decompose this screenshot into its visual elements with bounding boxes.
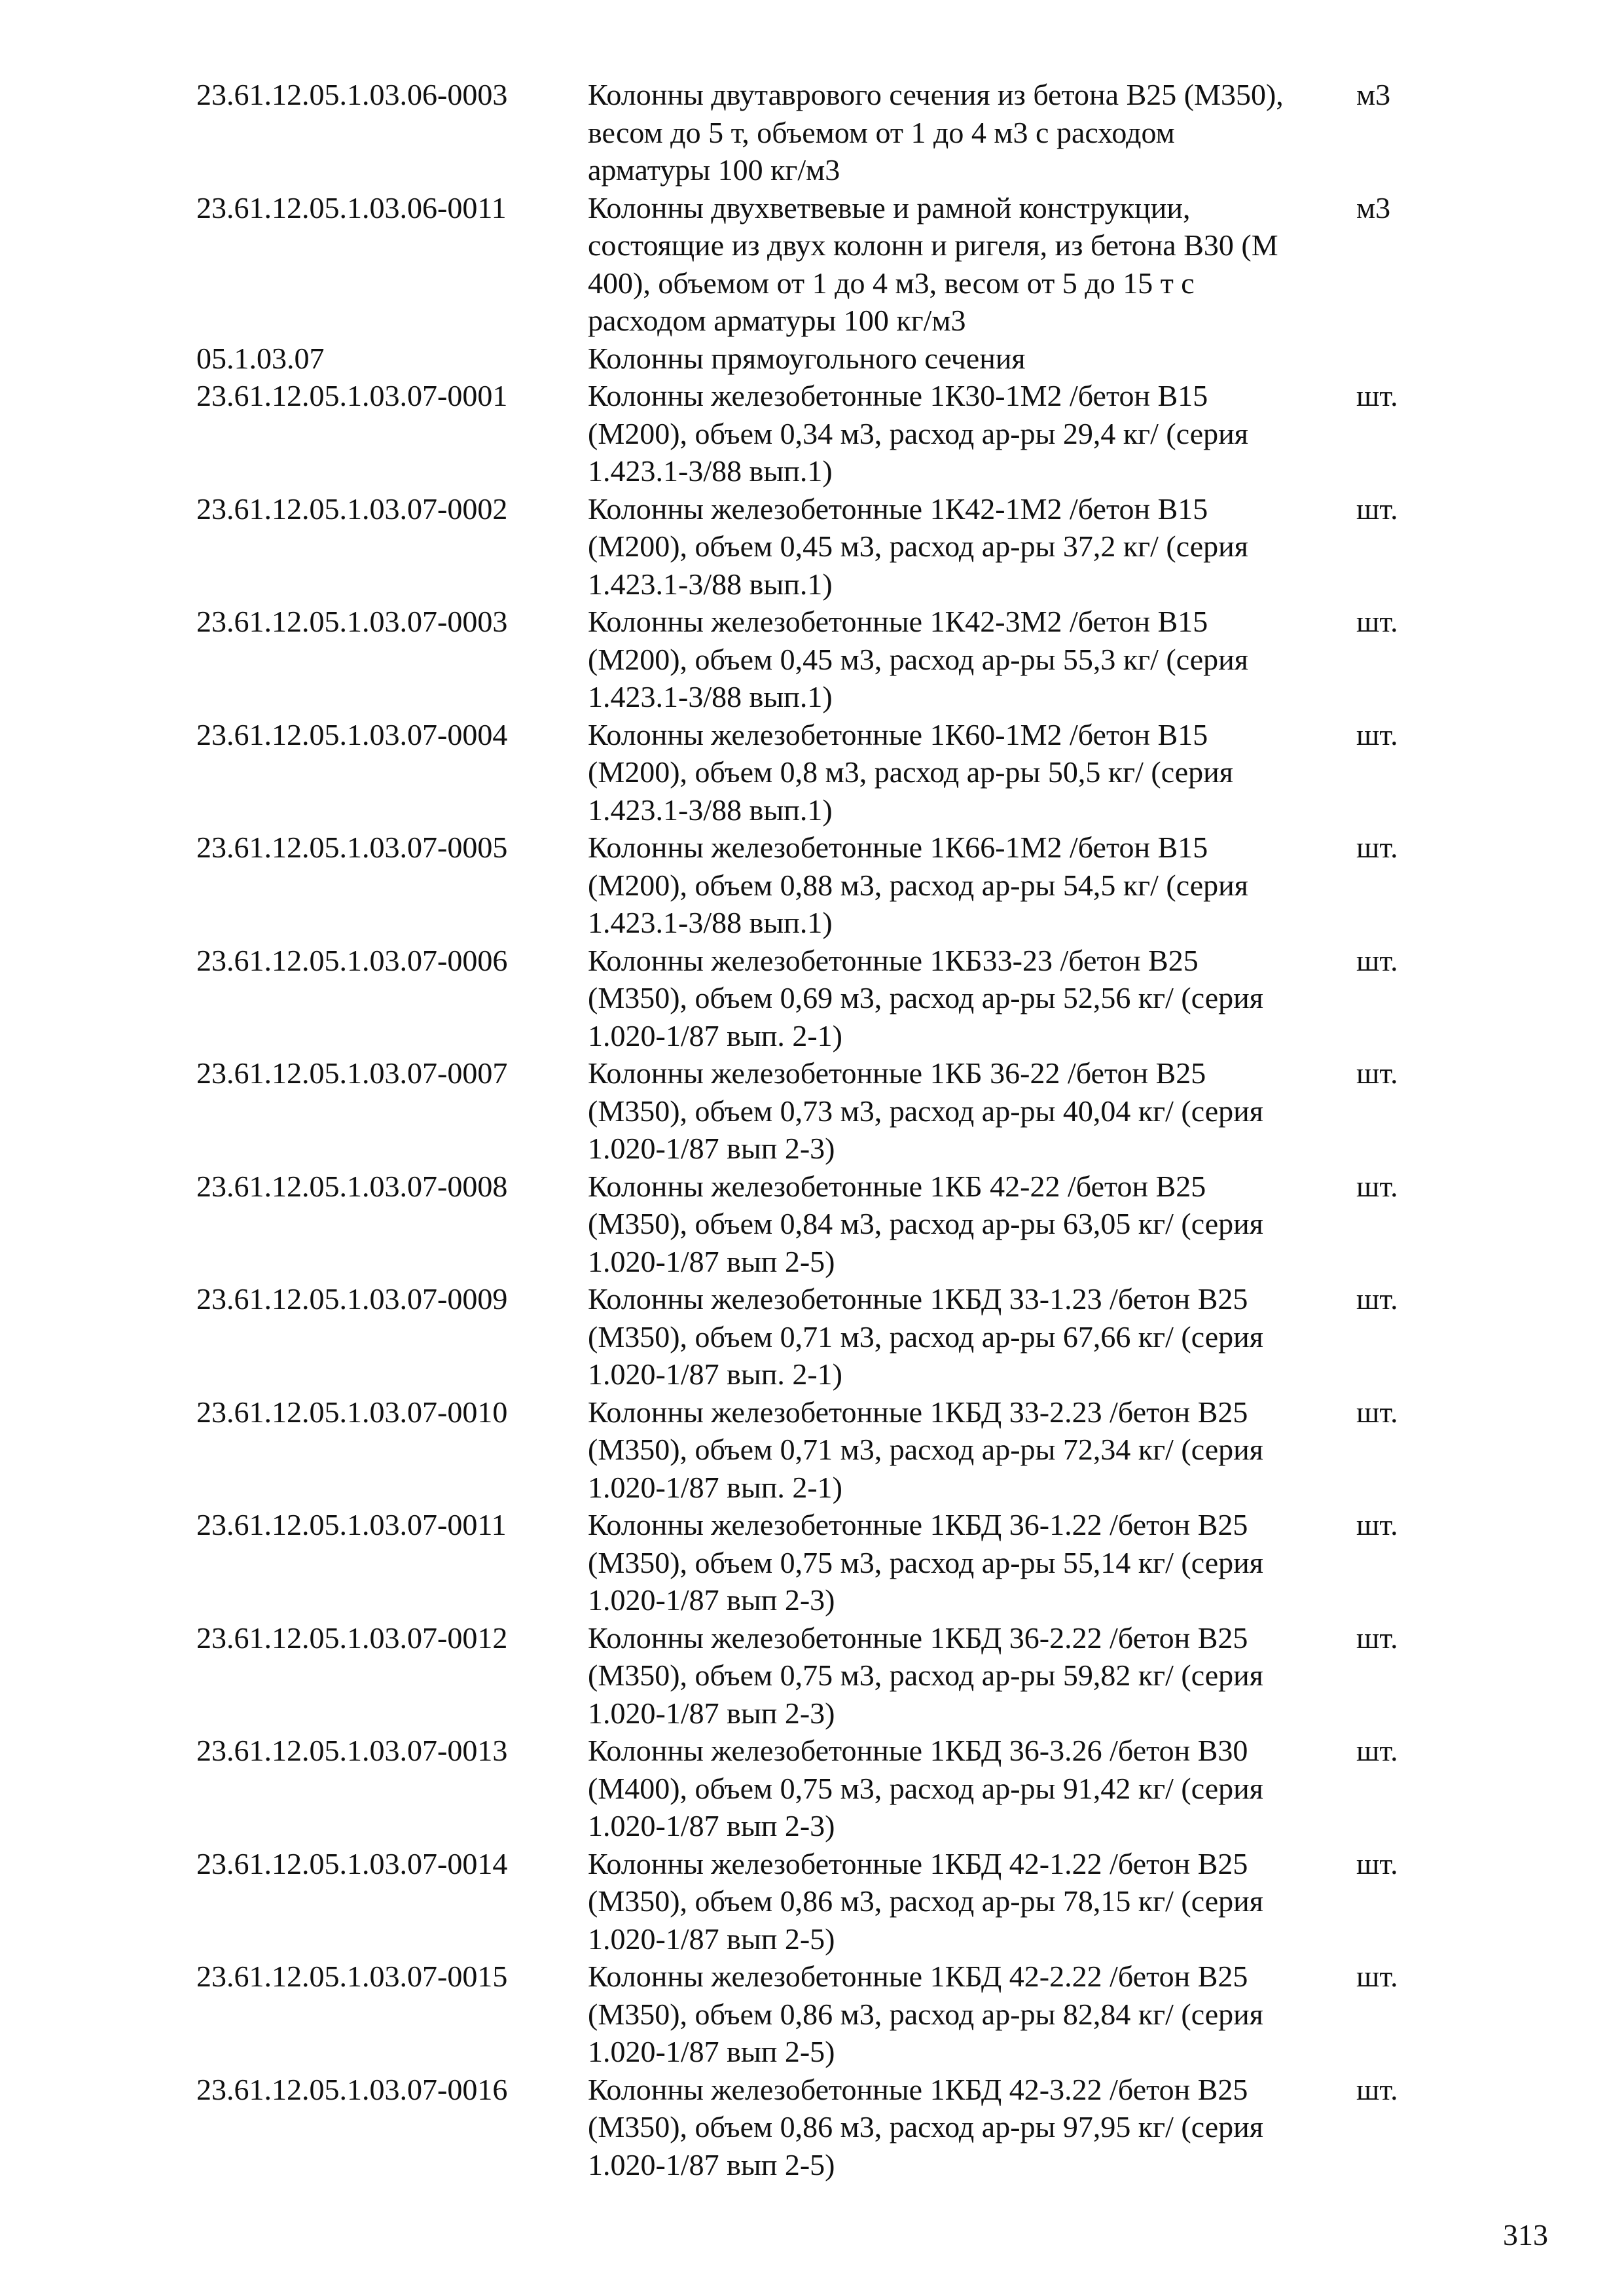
item-unit: шт. (1356, 717, 1398, 751)
table-row (196, 829, 1440, 942)
item-name: Колонны железобетонные 1КБД 36-2.22 /бетон В25 (М350), объем 0,75 м3, расход ар-ры 59,82 кг/ (серия 1.020-1/87 вып 2-3) (588, 1621, 1263, 1730)
item-unit: шт. (1356, 1960, 1398, 1993)
item-code: 23.61.12.05.1.03.07-0003 (196, 605, 508, 638)
page-number: 313 (1503, 2218, 1548, 2251)
item-name: Колонны железобетонные 1КБД 42-1.22 /бетон В25 (М350), объем 0,86 м3, расход ар-ры 78,15 кг/ (серия 1.020-1/87 вып 2-5) (588, 1846, 1263, 1956)
item-name: Колонны железобетонные 1КБД 42-3.22 /бетон В25 (М350), объем 0,86 м3, расход ар-ры 97,95 кг/ (серия 1.020-1/87 вып 2-5) (588, 2072, 1263, 2181)
table-row (196, 1393, 1440, 1507)
table-row (196, 76, 1440, 189)
price-list-table (196, 76, 1440, 2183)
item-code: 23.61.12.05.1.03.07-0004 (196, 717, 508, 751)
item-unit: шт. (1356, 1282, 1398, 1316)
section-code: 05.1.03.07 (196, 341, 325, 375)
item-name: Колонны железобетонные 1КБД 42-2.22 /бетон В25 (М350), объем 0,86 м3, расход ар-ры 82,84 кг/ (серия 1.020-1/87 вып 2-5) (588, 1960, 1263, 2068)
item-unit: шт. (1356, 379, 1398, 412)
item-code: 23.61.12.05.1.03.07-0016 (196, 2072, 508, 2106)
item-code: 23.61.12.05.1.03.07-0014 (196, 1846, 508, 1880)
item-code: 23.61.12.05.1.03.07-0002 (196, 492, 508, 526)
table-row (196, 716, 1440, 829)
table-row (196, 603, 1440, 716)
item-unit: м3 (1356, 190, 1391, 224)
item-name: Колонны железобетонные 1К66-1М2 /бетон В15 (М200), объем 0,88 м3, расход ар-ры 54,5 кг/ (серия 1.423.1-3/88 вып.1) (588, 831, 1248, 939)
item-name: Колонны железобетонные 1КБД 33-1.23 /бетон В25 (М350), объем 0,71 м3, расход ар-ры 67,66 кг/ (серия 1.020-1/87 вып. 2-1) (588, 1282, 1263, 1391)
item-code: 23.61.12.05.1.03.07-0001 (196, 379, 508, 412)
item-name: Колонны железобетонные 1К60-1М2 /бетон В15 (М200), объем 0,8 м3, расход ар-ры 50,5 кг/ (серия 1.423.1-3/88 вып.1) (588, 717, 1233, 827)
table-row (196, 1619, 1440, 1732)
item-code: 23.61.12.05.1.03.07-0013 (196, 1734, 508, 1767)
item-code: 23.61.12.05.1.03.07-0005 (196, 831, 508, 864)
table-row (196, 1732, 1440, 1845)
section-header-row (196, 340, 1440, 378)
item-unit: шт. (1356, 1621, 1398, 1655)
item-name: Колонны железобетонные 1КБ 42-22 /бетон В25 (М350), объем 0,84 м3, расход ар-ры 63,05 кг/ (серия 1.020-1/87 вып 2-5) (588, 1169, 1263, 1278)
item-name: Колонны железобетонные 1КБД 36-1.22 /бетон В25 (М350), объем 0,75 м3, расход ар-ры 55,14 кг/ (серия 1.020-1/87 вып 2-3) (588, 1508, 1263, 1617)
table-row (196, 2071, 1440, 2184)
item-code: 23.61.12.05.1.03.07-0010 (196, 1395, 508, 1429)
table-row (196, 1845, 1440, 1958)
item-code: 23.61.12.05.1.03.07-0007 (196, 1056, 508, 1090)
item-code: 23.61.12.05.1.03.06-0011 (196, 190, 507, 224)
item-code: 23.61.12.05.1.03.07-0008 (196, 1169, 508, 1203)
item-name: Колонны железобетонные 1КБД 33-2.23 /бетон В25 (М350), объем 0,71 м3, расход ар-ры 72,34 кг/ (серия 1.020-1/87 вып. 2-1) (588, 1395, 1263, 1504)
item-name: Колонны железобетонные 1К42-1М2 /бетон В15 (М200), объем 0,45 м3, расход ар-ры 37,2 кг/ (серия 1.423.1-3/88 вып.1) (588, 492, 1248, 601)
item-code: 23.61.12.05.1.03.06-0003 (196, 78, 508, 111)
item-unit: шт. (1356, 605, 1398, 638)
table-row (196, 1506, 1440, 1619)
item-unit: шт. (1356, 492, 1398, 526)
table-row (196, 1054, 1440, 1168)
item-code: 23.61.12.05.1.03.07-0006 (196, 943, 508, 977)
table-row (196, 377, 1440, 490)
item-code: 23.61.12.05.1.03.07-0011 (196, 1508, 507, 1541)
item-name: Колонны железобетонные 1КБ33-23 /бетон В25 (М350), объем 0,69 м3, расход ар-ры 52,56 кг/ (серия 1.020-1/87 вып. 2-1) (588, 943, 1263, 1052)
item-unit: шт. (1356, 1169, 1398, 1203)
item-name: Колонны железобетонные 1КБД 36-3.26 /бетон В30 (М400), объем 0,75 м3, расход ар-ры 91,42 кг/ (серия 1.020-1/87 вып 2-3) (588, 1734, 1263, 1842)
item-name: Колонны двухветвевые и рамной конструкции, состоящие из двух колонн и ригеля, из бетона В30 (М 400), объемом от 1 до 4 м3, весом от 5 до 15 т с расходом арматуры 100 кг/м3 (588, 190, 1278, 337)
table-row (196, 189, 1440, 340)
item-unit: шт. (1356, 943, 1398, 977)
item-name: Колонны железобетонные 1К30-1М2 /бетон В15 (М200), объем 0,34 м3, расход ар-ры 29,4 кг/ (серия 1.423.1-3/88 вып.1) (588, 379, 1248, 488)
item-code: 23.61.12.05.1.03.07-0009 (196, 1282, 508, 1316)
section-title: Колонны прямоугольного сечения (588, 341, 1026, 375)
item-name: Колонны железобетонные 1КБ 36-22 /бетон В25 (М350), объем 0,73 м3, расход ар-ры 40,04 кг/ (серия 1.020-1/87 вып 2-3) (588, 1056, 1263, 1165)
item-unit: шт. (1356, 1734, 1398, 1767)
table-row (196, 490, 1440, 603)
item-unit: шт. (1356, 1395, 1398, 1429)
table-row (196, 1958, 1440, 2071)
item-name: Колонны железобетонные 1К42-3М2 /бетон В15 (М200), объем 0,45 м3, расход ар-ры 55,3 кг/ (серия 1.423.1-3/88 вып.1) (588, 605, 1248, 713)
item-name: Колонны двутаврового сечения из бетона В25 (М350), весом до 5 т, объемом от 1 до 4 м3 с расходом арматуры 100 кг/м3 (588, 78, 1284, 187)
table-row (196, 1168, 1440, 1281)
item-unit: шт. (1356, 1056, 1398, 1090)
item-unit: шт. (1356, 1508, 1398, 1541)
item-unit: шт. (1356, 2072, 1398, 2106)
item-code: 23.61.12.05.1.03.07-0012 (196, 1621, 508, 1655)
item-unit: шт. (1356, 1846, 1398, 1880)
table-row (196, 1280, 1440, 1393)
table-row (196, 942, 1440, 1055)
item-code: 23.61.12.05.1.03.07-0015 (196, 1960, 508, 1993)
item-unit: м3 (1356, 78, 1391, 111)
item-unit: шт. (1356, 831, 1398, 864)
